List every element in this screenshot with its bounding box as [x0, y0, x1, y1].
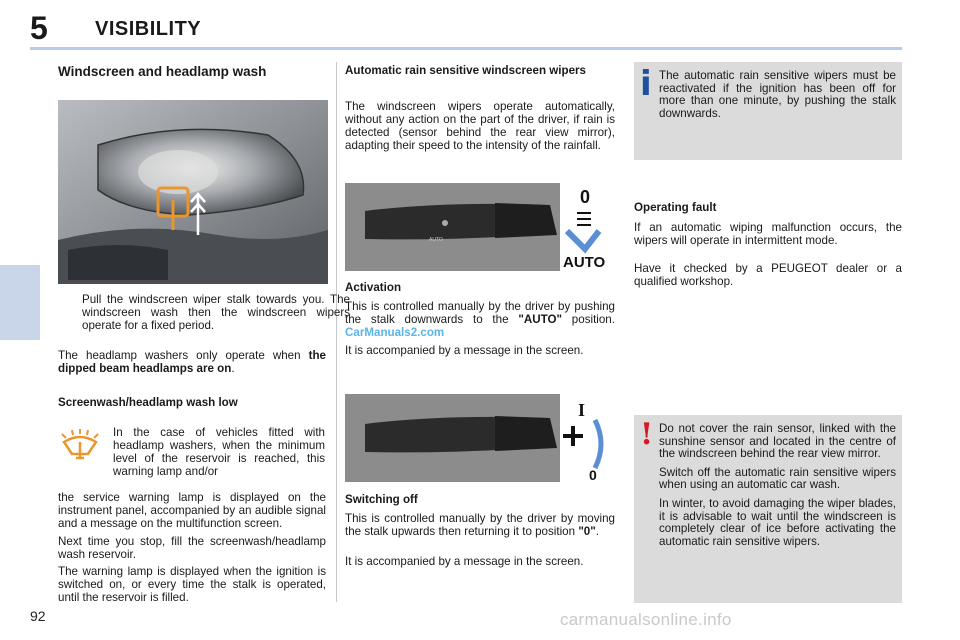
activation-title: Activation: [345, 281, 402, 294]
switchoff-zero-bold: "0": [578, 525, 596, 538]
screenwash-low-heading: Screenwash/headlamp wash low: [58, 396, 238, 409]
watermark-text: CarManuals2.com: [345, 326, 445, 339]
warning-p3: In winter, to avoid damaging the wiper blades, it is advisable to wait until the windscreen is completely clear of ice before activating the automatic rain sensitive wipers.: [659, 496, 896, 548]
info-box: [634, 62, 902, 160]
stalk-auto-image: [345, 183, 615, 271]
position-zero-return-symbol: 0: [589, 467, 597, 482]
activation-p2: It is accompanied by a message in the screen.: [345, 344, 584, 357]
warning-p1: Do not cover the rain sensor, linked with the sunshine sensor and located in the centre of the windscreen behind the rear view mirror.: [659, 422, 896, 461]
headlamp-illustration: [58, 100, 328, 284]
switchoff-p1-end: .: [595, 525, 599, 538]
screenwash-low-p3: The warning lamp is displayed when the ignition is switched on, or every time the stalk is operated, until the reservoir is filled.: [58, 565, 326, 604]
fault-title: Operating fault: [634, 201, 717, 214]
warning-exclamation-icon: !: [640, 417, 654, 452]
chapter-title: VISIBILITY: [95, 18, 202, 40]
activation-title-wrap: [345, 281, 615, 300]
headlamp-photo: [58, 100, 328, 284]
chapter-number: 5: [30, 10, 48, 46]
section-title-windscreen-headlamp-wash: Windscreen and headlamp wash: [58, 64, 267, 79]
fault-p2: Have it checked by a PEUGEOT dealer or a qualified workshop.: [634, 262, 902, 288]
fault-title-wrap: [634, 201, 902, 220]
warning-p2: Switch off the automatic rain sensitive wipers when using an automatic car wash.: [659, 465, 896, 492]
warning-text: [659, 423, 896, 554]
fault-p1: If an automatic wiping malfunction occurs, the wipers will operate in intermittent mode.: [634, 221, 902, 247]
screenwash-low-title: [58, 396, 326, 415]
stalk-auto-label: AUTO: [429, 237, 443, 243]
switchoff-title: Switching off: [345, 493, 418, 506]
activation-p1: [345, 300, 615, 339]
wash-instruction-bullet: [58, 293, 350, 332]
info-icon: i: [640, 64, 652, 104]
wash-instruction-text: Pull the windscreen wiper stalk towards you. The windscreen wash then the windscreen wipers operate for a fixed period.: [82, 293, 350, 332]
switchoff-p2: It is accompanied by a message in the screen.: [345, 555, 584, 568]
headlamp-note-text: The headlamp washers only operate when: [58, 349, 301, 362]
stalk-switch-off-image: [345, 394, 615, 482]
activation-p1-end: position.: [571, 313, 615, 326]
header-rule: [30, 47, 902, 50]
position-zero-symbol: 0: [580, 187, 591, 207]
section-title-rain-sensitive-wipers: Automatic rain sensitive windscreen wipers: [345, 64, 586, 77]
activation-p1-text: This is controlled manually by the driver by pushing the stalk downwards to the: [345, 300, 615, 326]
auto-symbol: AUTO: [563, 254, 606, 271]
switchoff-p1-text: This is controlled manually by the driver by moving the stalk upwards then returning it to position: [345, 512, 615, 538]
page-number: 92: [30, 608, 46, 624]
rain-wipers-intro: The windscreen wipers operate automatically, without any action on the part of the driver, if rain is detected (sensor behind the rear view mirror), adapting their speed to the intensity of the rainfall.: [345, 100, 615, 152]
position-one-symbol: I: [578, 400, 586, 420]
info-text: The automatic rain sensitive wipers must be reactivated if the ignition has been off for more than one minute, by pushing the stalk downwards.: [659, 69, 896, 120]
chapter-side-tab: [0, 265, 40, 340]
screenwash-warning-lamp-icon: [58, 428, 102, 469]
warning-box: [634, 415, 902, 603]
footer-site: carmanualsonline.info: [560, 610, 732, 629]
headlamp-note-end: .: [231, 362, 235, 375]
column-divider: [336, 62, 337, 602]
switchoff-title-wrap: [345, 493, 615, 512]
screenwash-low-p2: Next time you stop, fill the screenwash/headlamp wash reservoir.: [58, 535, 326, 561]
screenwash-low-p1-rest: the service warning lamp is displayed on the instrument panel, accompanied by an audible signal and a message on the multifunction screen.: [58, 491, 326, 530]
switchoff-p1: [345, 512, 615, 538]
headlamp-note-bold: the dipped beam headlamps are on: [58, 349, 326, 375]
headlamp-washer-note: [58, 349, 326, 375]
activation-auto-bold: "AUTO": [518, 313, 562, 326]
screenwash-low-p1-indent: In the case of vehicles fitted with headlamp washers, when the minimum level of the reservoir is reached, this warning lamp and/or: [113, 426, 325, 478]
